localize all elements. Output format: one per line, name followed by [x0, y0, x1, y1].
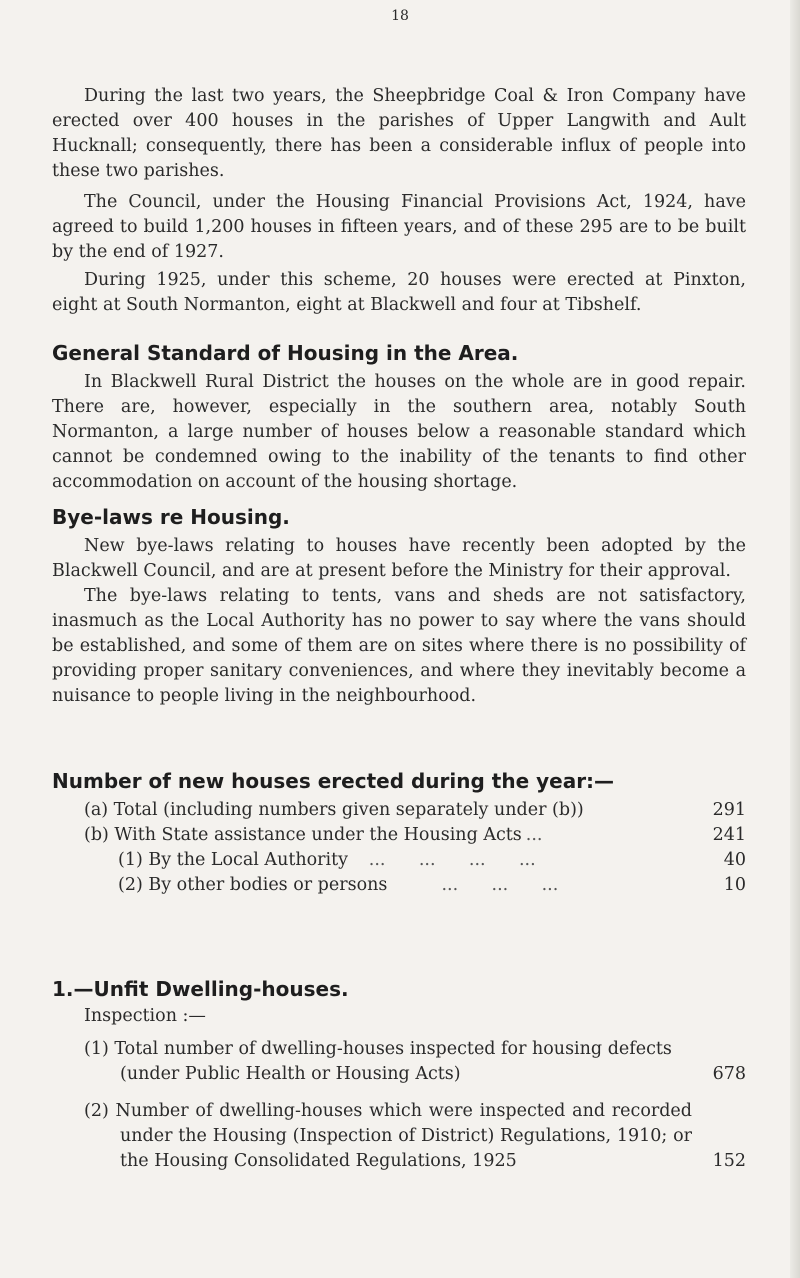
section-heading: General Standard of Housing in the Area.: [52, 341, 519, 365]
section-subheading: Inspection :—: [84, 1006, 206, 1026]
page-edge: [790, 0, 800, 1278]
paragraph-council: [52, 190, 746, 265]
section-text: The bye-laws relating to tents, vans and sheds are not satisfactory, inasmuch as the Local Authority has no power to say where the vans should be established, and some of them are on sites where there is no possibility of providing proper sanitary conveniences, and where they inevitably become a nuisance to people living in the neighbourhood.: [52, 586, 746, 706]
paragraph-text: During the last two years, the Sheepbridge Coal & Iron Company have erected over 400 houses in the parishes of Upper Langwith and Ault Hucknall; consequently, there has been a considerable influx of people into these two parishes.: [52, 86, 746, 181]
list-item: (1) Total number of dwelling-houses inspected for housing defects (under Public Health or Housing Acts) 678: [84, 1039, 746, 1084]
section-text: In Blackwell Rural District the houses on the whole are in good repair. There are, however, especially in the southern area, notably South Normanton, a large number of houses below a reasonable standard which cannot be condemned owing to the inability of the tenants to find other accommodation on account of the housing shortage.: [52, 372, 746, 492]
paragraph-text: The Council, under the Housing Financial Provisions Act, 1924, have agreed to build 1,200 houses in fifteen years, and of these 295 are to be built by the end of 1927.: [52, 192, 746, 262]
list-item: (1) By the Local Authority ... ... ... ... 40: [118, 850, 746, 870]
section-text: New bye-laws relating to houses have recently been adopted by the Blackwell Council, and are at present before the Ministry for their approval.: [52, 536, 746, 581]
section-unfit-dwellings: [52, 976, 746, 1174]
paragraph-sheepbridge: [52, 84, 746, 184]
section-new-houses: [52, 768, 746, 898]
page-number: 18: [391, 8, 409, 24]
section-heading: Bye-laws re Housing.: [52, 505, 290, 529]
paragraph-1925: [52, 268, 746, 318]
section-heading: 1.—Unfit Dwelling-houses.: [52, 977, 349, 1001]
list-item: (b) With State assistance under the Housing Acts ... 241: [84, 825, 746, 845]
section-general-standard: [52, 340, 746, 495]
list-item: (2) By other bodies or persons ... ... ... 10: [118, 875, 746, 895]
list-item: (a) Total (including numbers given separately under (b)) 291: [84, 800, 746, 820]
section-heading: Number of new houses erected during the year:—: [52, 769, 615, 793]
section-bye-laws: [52, 504, 746, 709]
list-item: (2) Number of dwelling-houses which were inspected and recorded under the Housing (Inspection of District) Regulations, 1910; or the Housing Consolidated Regulations, 1925 152: [84, 1101, 746, 1171]
paragraph-text: During 1925, under this scheme, 20 houses were erected at Pinxton, eight at South Normanton, eight at Blackwell and four at Tibshelf.: [52, 270, 746, 315]
